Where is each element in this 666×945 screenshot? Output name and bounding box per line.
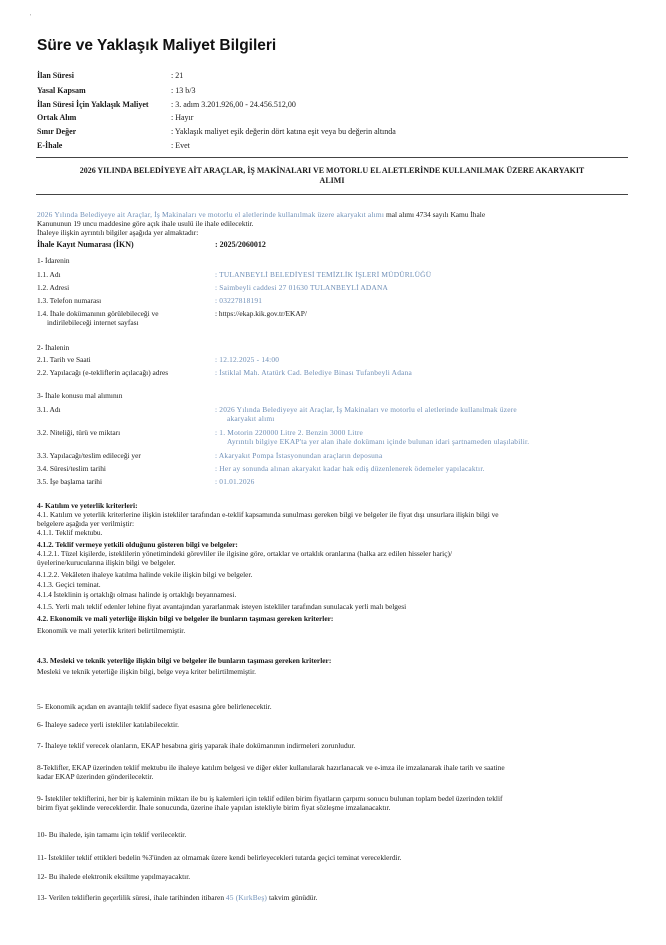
paragraph: 4.1.1. Teklif mektubu. [37,528,103,537]
row-label: 1.2. Adresi [37,283,70,292]
row-label: 3.2. Niteliği, türü ve miktarı [37,428,121,437]
row-value: : 1. Motorin 220000 Litre 2. Benzin 3000 Litre [215,428,363,437]
clause-5: 5- Ekonomik açıdan en avantajlı teklif sadece fiyat esasına göre belirlenecektir. [37,702,272,711]
clause-8-line-1: 8-Teklifler, EKAP üzerinden teklif mektubu ile ihaleye katılım belgesi ve diğer ekler kullanılarak hazırlanacak ve e-imza ile imzalanarak ihale tarih ve saatine [37,763,505,772]
row-value-link: : https://ekap.kik.gov.tr/EKAP/ [215,309,307,318]
summary-value: : 21 [171,71,184,80]
paragraph: 4.1. Katılım ve yeterlik kriterlerine ilişkin istekliler tarafından e-teklif kapsamında sunulması gereken bilgi ve belgeler ile fiyat dışı unsurlara ilişkin bilgi ve [37,510,499,519]
row-label: 2.1. Tarih ve Saati [37,355,91,364]
intro-line-2: Kanununun 19 uncu maddesine göre açık ihale usulü ile ihale edilecektir. [37,219,254,228]
row-value: : Saimbeyli caddesi 27 01630 TULANBEYLİ ADANA [215,283,389,292]
clause-7: 7- İhaleye teklif verecek olanların, EKAP hesabına giriş yaparak ihale dokümanının indirmeleri zorunludur. [37,741,356,750]
paragraph: belgelere aşağıda yer verilmiştir: [37,519,135,528]
summary-label: E-İhale [37,141,63,150]
summary-value: : Hayır [171,113,194,122]
row-value-cont: Ayrıntılı bilgiye EKAP'ta yer alan ihale dokümanı içinde bulunan idari şartnameden ulaşılabilir. [227,437,530,446]
paragraph: 4.1.2.1. Tüzel kişilerde, isteklilerin yönetimindeki görevliler ile ilgisine göre, ortaklar ve ortaklık oranlarına (halka arz edilen hisseler hariç)/ [37,549,453,558]
summary-value: : 3. adım 3.201.926,00 - 24.456.512,00 [171,100,296,109]
notice-title [36,166,628,186]
divider-top [36,157,628,158]
summary-label: İlan Süresi [37,71,74,80]
section-3-heading: 3- İhale konusu mal alımının [37,391,123,400]
clause-11: 11- İstekliler teklif ettikleri bedelin %3'ünden az olmamak üzere kendi belirleyecekleri tutarda geçici teminat vereceklerdir. [37,853,402,862]
clause-9-line-1: 9- İstekliler tekliflerini, her bir iş kaleminin miktarı ile bu iş kalemleri için teklif edilen birim fiyatların çarpımı sonucu bulunan toplam bedel üzerinden teklif [37,794,503,803]
clause-13-duration: 45 (KırkBeş) [225,893,268,902]
intro-rest: mal alımı 4734 sayılı Kamu İhale [385,210,486,219]
paragraph: 4.1.3. Geçici teminat. [37,580,101,589]
clause-6: 6- İhaleye sadece yerli istekliler katılabilecektir. [37,720,179,729]
clause-12: 12- Bu ihalede elektronik eksiltme yapılmayacaktır. [37,872,191,881]
section-2-heading: 2- İhalenin [37,343,70,352]
row-value-cont: akaryakıt alımı [227,414,275,423]
section-4-heading: 4- Katılım ve yeterlik kriterleri: [37,501,138,510]
summary-value: : Evet [171,141,190,150]
row-value: : 01.01.2026 [215,477,255,486]
clause-8-line-2: kadar EKAP üzerinden gönderilecektir. [37,772,154,781]
ikn-value: : 2025/2060012 [215,240,266,249]
paragraph: 4.1.5. Yerli malı teklif edenler lehine fiyat avantajından yararlanmak isteyen istekliler tarafından sunulacak yerli malı belgesi [37,602,407,611]
summary-label: Ortak Alım [37,113,77,122]
row-label: 1.3. Telefon numarası [37,296,102,305]
summary-label: Yasal Kapsam [37,86,86,95]
row-label: 3.3. Yapılacağı/teslim edileceği yer [37,451,141,460]
row-value: : 03227818191 [215,296,263,305]
clause-13 [37,893,317,903]
paragraph: Mesleki ve teknik yeterliğe ilişkin bilgi, belge veya kriter belirtilmemiştir. [37,667,256,676]
row-label: 2.2. Yapılacağı (e-tekliflerin açılacağı) adres [37,368,169,377]
paragraph-bold: 4.1.2. Teklif vermeye yetkili olduğunu gösteren bilgi ve belgeler: [37,540,238,549]
summary-label: İlan Süresi İçin Yaklaşık Maliyet [37,100,149,109]
paragraph: 4.1.4 İsteklinin iş ortaklığı olması halinde iş ortaklığı beyannamesi. [37,590,237,599]
row-value: : İstiklal Mah. Atatürk Cad. Belediye Binası Tufanbeyli Adana [215,368,412,377]
clause-13-pre: 13- Verilen tekliflerin geçerlilik süresi, ihale tarihinden itibaren [37,893,225,902]
paragraph-bold: 4.3. Mesleki ve teknik yeterliğe ilişkin bilgi ve belgeler ile bunların taşıması gereken kriterler: [37,656,332,665]
row-label: 3.4. Süresi/teslim tarihi [37,464,106,473]
intro-blue-text: 2026 Yılında Belediyeye ait Araçlar, İş Makinaları ve motorlu el aletlerinde kullanılmak üzere akaryakıt alımı [37,210,385,219]
paragraph: Ekonomik ve mali yeterlik kriteri belirtilmemiştir. [37,626,186,635]
section-1-heading: 1- İdarenin [37,256,70,265]
row-label: 1.1. Adı [37,270,61,279]
row-label: 1.4. İhale dokümanının görülebileceği ve [37,309,159,318]
row-value: : Her ay sonunda alınan akaryakıt kadar hak ediş düzenlenerek ödemeler yapılacaktır. [215,464,485,473]
row-value: : 2026 Yılında Belediyeye ait Araçlar, İş Makinaları ve motorlu el aletlerinde kullanılmak üzere [215,405,517,414]
ikn-label: İhale Kayıt Numarası (İKN) [37,240,134,249]
summary-value: : 13 b/3 [171,86,196,95]
paragraph: üyelerine/kurucularına ilişkin bilgi ve belgeler. [37,558,176,567]
paragraph: 4.1.2.2. Vekâleten ihaleye katılma halinde vekile ilişkin bilgi ve belgeler. [37,570,253,579]
page-title: Süre ve Yaklaşık Maliyet Bilgileri [37,37,277,54]
summary-value: : Yaklaşık maliyet eşik değerin dört katına eşit veya bu değerin altında [171,127,396,136]
row-label-cont: indirilebileceği internet sayfası [47,318,139,327]
row-label: 3.1. Adı [37,405,61,414]
summary-label: Sınır Değer [37,127,77,136]
divider-bottom [36,194,628,195]
clause-13-post: takvim günüdür. [268,893,318,902]
row-label: 3.5. İşe başlama tarihi [37,477,103,486]
row-value: : 12.12.2025 - 14:00 [215,355,280,364]
clause-10: 10- Bu ihalede, işin tamamı için teklif verilecektir. [37,830,187,839]
notice-title-line-1: 2026 YILINDA BELEDİYEYE AİT ARAÇLAR, İŞ MAKİNALARI VE MOTORLU EL ALETLERİNDE KULLANILMAK ÜZERE AKARYAKIT [79,166,585,175]
notice-title-line-2: ALIMI [319,176,345,185]
clause-9-line-2: birim fiyat şeklinde vereceklerdir. İhale sonucunda, üzerine ihale yapılan istekliyle birim fiyat sözleşme imzalanacaktır. [37,803,391,812]
row-value: : TULANBEYLİ BELEDİYESİ TEMİZLİK İŞLERİ MÜDÜRLÜĞÜ [215,270,432,279]
intro-line-3: İhaleye ilişkin ayrıntılı bilgiler aşağıda yer almaktadır: [37,228,199,237]
margin-mark: ' [30,12,32,21]
row-value: : Akaryakıt Pompa İstasyonundan araçların deposuna [215,451,383,460]
paragraph-bold: 4.2. Ekonomik ve mali yeterliğe ilişkin bilgi ve belgeler ile bunların taşıması gereken kriterler: [37,614,334,623]
